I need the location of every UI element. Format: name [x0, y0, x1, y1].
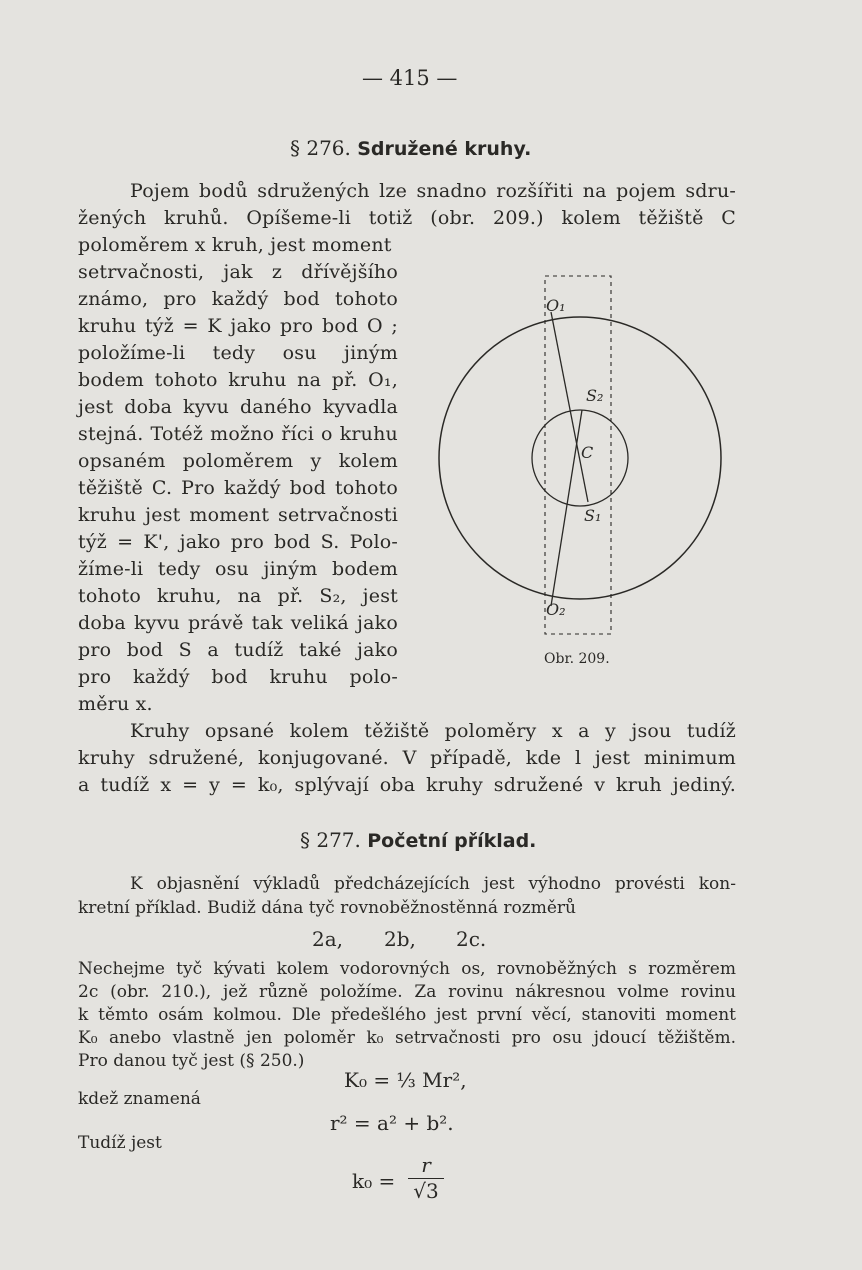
section-276-heading	[290, 136, 531, 160]
label-o2: O₂	[546, 600, 566, 619]
text-line: žíme-li tedy osu jiným bodem	[78, 558, 398, 580]
line-s2-o2	[551, 410, 582, 606]
dim-2a: 2a,	[312, 927, 344, 951]
text-line: opsaném poloměrem y kolem	[78, 450, 398, 472]
figure-caption: Obr. 209.	[544, 651, 610, 667]
text-line: kretní příklad. Budiž dána tyč rovnoběžnostěnná rozměrů	[78, 898, 576, 918]
text-line: poloměrem x kruh, jest moment	[78, 234, 392, 256]
text-line: doba kyvu právě tak veliká jako	[78, 612, 398, 634]
dim-2b: 2b,	[384, 927, 416, 951]
text-line: a tudíž x = y = k₀, splývají oba kruhy sdružené v kruh jediný.	[78, 774, 736, 796]
text-line: tohoto kruhu, na př. S₂, jest	[78, 585, 398, 607]
text-line: Nechejme tyč kývati kolem vodorovných os, rovnoběžných s rozměrem	[78, 959, 736, 979]
text-line: setrvačnosti, jak z dřívějšího	[78, 261, 398, 283]
section-276-number: § 276.	[290, 136, 351, 160]
text-line: kruhu jest moment setrvačnosti	[78, 504, 398, 526]
label-s1: S₁	[584, 506, 602, 525]
text-line: K objasnění výkladů předcházejících jest výhodno provésti kon-	[130, 874, 736, 894]
formula-radius: r² = a² + b².	[330, 1111, 454, 1135]
text-line: kruhy sdružené, konjugované. V případě, kde l jest minimum	[78, 747, 736, 769]
section-277-heading	[300, 828, 536, 852]
text-line: kruhu týž = K jako pro bod O ;	[78, 315, 398, 337]
text-line: týž = K', jako pro bod S. Polo-	[78, 531, 398, 553]
fraction	[408, 1154, 444, 1203]
text-line: Pojem bodů sdružených lze snadno rozšířiti na pojem sdru-	[130, 180, 736, 202]
text-line: bodem tohoto kruhu na př. O₁,	[78, 369, 398, 391]
formula-k0-lhs: k₀ =	[352, 1169, 396, 1193]
text-line: pro každý bod kruhu polo-	[78, 666, 398, 688]
kdez-label: kdež znamená	[78, 1089, 201, 1109]
tudiz-label: Tudíž jest	[78, 1133, 162, 1153]
text-line: měru x.	[78, 693, 153, 715]
section-276-title: Sdružené kruhy.	[357, 138, 532, 160]
text-line: k těmto osám kolmou. Dle předešlého jest první věcí, stanoviti moment	[78, 1005, 736, 1025]
page-number: — 415 —	[362, 66, 458, 90]
label-o1: O₁	[546, 296, 566, 315]
line-o1-s1	[551, 312, 588, 502]
label-c: C	[581, 443, 594, 462]
text-line: Kruhy opsané kolem těžiště poloměry x a y jsou tudíž	[130, 720, 736, 742]
formula-moment: K₀ = ⅓ Mr²,	[344, 1068, 467, 1092]
text-line: žených kruhů. Opíšeme-li totiž (obr. 209.) kolem těžiště C	[78, 207, 736, 229]
section-277-number: § 277.	[300, 828, 361, 852]
text-line: pro bod S a tudíž také jako	[78, 639, 398, 661]
fraction-numerator: r	[421, 1153, 431, 1177]
text-line: Pro danou tyč jest (§ 250.)	[78, 1051, 305, 1071]
text-line: těžiště C. Pro každý bod tohoto	[78, 477, 398, 499]
text-line: položíme-li tedy osu jiným	[78, 342, 398, 364]
text-line: K₀ anebo vlastně jen poloměr k₀ setrvačnosti pro osu jdoucí těžištěm.	[78, 1028, 736, 1048]
dim-2c: 2c.	[456, 927, 487, 951]
text-line: jest doba kyvu daného kyvadla	[78, 396, 398, 418]
text-line: 2c (obr. 210.), jež různě položíme. Za rovinu nákresnou volme rovinu	[78, 982, 736, 1002]
figure-209-diagram	[432, 268, 732, 678]
section-277-title: Početní příklad.	[367, 830, 537, 852]
text-line: stejná. Totéž možno říci o kruhu	[78, 423, 398, 445]
label-s2: S₂	[586, 386, 604, 405]
text-line: známo, pro každý bod tohoto	[78, 288, 398, 310]
fraction-denominator: √3	[413, 1179, 439, 1203]
